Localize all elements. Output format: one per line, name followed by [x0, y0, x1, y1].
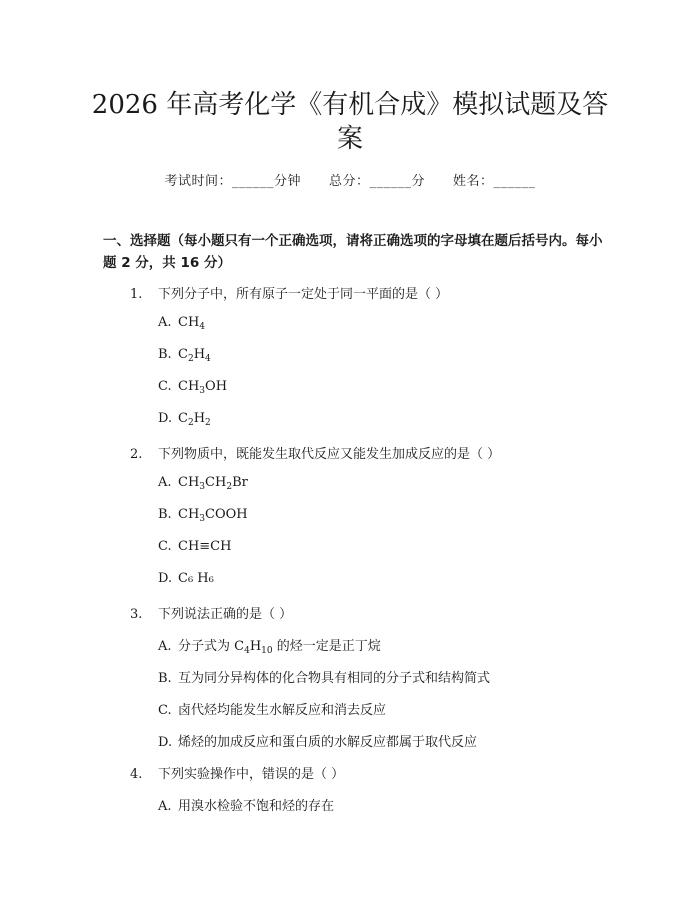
q3-option-a[interactable] [158, 635, 381, 654]
option-text: C₆ H₆ [178, 571, 214, 586]
option-text: $CH_4$ [178, 315, 206, 332]
option-text: $CH_3CH_2Br$ [178, 475, 248, 492]
question-1 [130, 283, 448, 302]
exam-time-field: 考试时间：______分钟 [164, 174, 301, 189]
section-heading: 一、选择题（每小题只有一个正确选项，请将正确选项的字母填在题后括号内。每小题 2 分，共 16 分） [103, 233, 603, 271]
option-text: CH≡CH [178, 539, 232, 554]
q1-option-d[interactable] [158, 411, 211, 426]
page-title: 2026 年高考化学《有机合成》模拟试题及答案 [91, 90, 609, 154]
question-number: 3. [130, 607, 143, 622]
option-text: $C_2H_4$ [178, 347, 211, 364]
question-stem: 下列实验操作中，错误的是（ ） [158, 767, 345, 782]
exam-info [0, 170, 700, 189]
q4-option-a[interactable] [158, 795, 334, 814]
q3-option-b[interactable] [158, 667, 490, 686]
option-letter: D. [158, 571, 173, 586]
question-stem: 下列物质中，既能发生取代反应又能发生加成反应的是（ ） [158, 447, 501, 462]
option-text: 卤代烃均能发生水解反应和消去反应 [178, 703, 387, 718]
option-letter: C. [158, 539, 172, 554]
question-stem: 下列说法正确的是（ ） [158, 607, 293, 622]
option-text: 烯烃的加成反应和蛋白质的水解反应都属于取代反应 [178, 735, 478, 750]
option-letter: B. [158, 347, 172, 362]
q1-option-a[interactable] [158, 315, 205, 330]
option-letter: C. [158, 379, 172, 394]
question-number: 4. [130, 767, 143, 782]
option-letter: A. [158, 799, 172, 814]
option-letter: A. [158, 639, 172, 654]
q2-option-b[interactable] [158, 507, 248, 522]
option-text: $CH_3OH$ [178, 379, 228, 396]
option-letter: D. [158, 735, 173, 750]
option-letter: D. [158, 411, 173, 426]
option-letter: B. [158, 507, 172, 522]
question-stem: 下列分子中，所有原子一定处于同一平面的是（ ） [158, 287, 449, 302]
option-text: $C_2H_2$ [178, 411, 211, 428]
question-number: 1. [130, 287, 143, 302]
name-field: 姓名：______ [453, 174, 536, 189]
option-letter: C. [158, 703, 172, 718]
option-text: 分子式为 $C_4H_{10}$ 的烃一定是正丁烷 [178, 639, 381, 656]
option-letter: A. [158, 315, 172, 330]
q2-option-c[interactable] [158, 539, 231, 554]
q1-option-b[interactable] [158, 347, 211, 362]
total-score-field: 总分：______分 [328, 174, 425, 189]
question-number: 2. [130, 447, 143, 462]
q2-option-d[interactable] [158, 571, 214, 586]
option-text: 用溴水检验不饱和烃的存在 [178, 799, 335, 814]
option-letter: A. [158, 475, 172, 490]
option-text: $CH_3COOH$ [178, 507, 248, 524]
q2-option-a[interactable] [158, 475, 248, 490]
question-4 [130, 763, 344, 782]
option-letter: B. [158, 671, 172, 686]
q1-option-c[interactable] [158, 379, 227, 394]
question-3 [130, 603, 292, 622]
option-text: 互为同分异构体的化合物具有相同的分子式和结构简式 [178, 671, 491, 686]
question-2 [130, 443, 500, 462]
q3-option-d[interactable] [158, 731, 477, 750]
q3-option-c[interactable] [158, 699, 386, 718]
